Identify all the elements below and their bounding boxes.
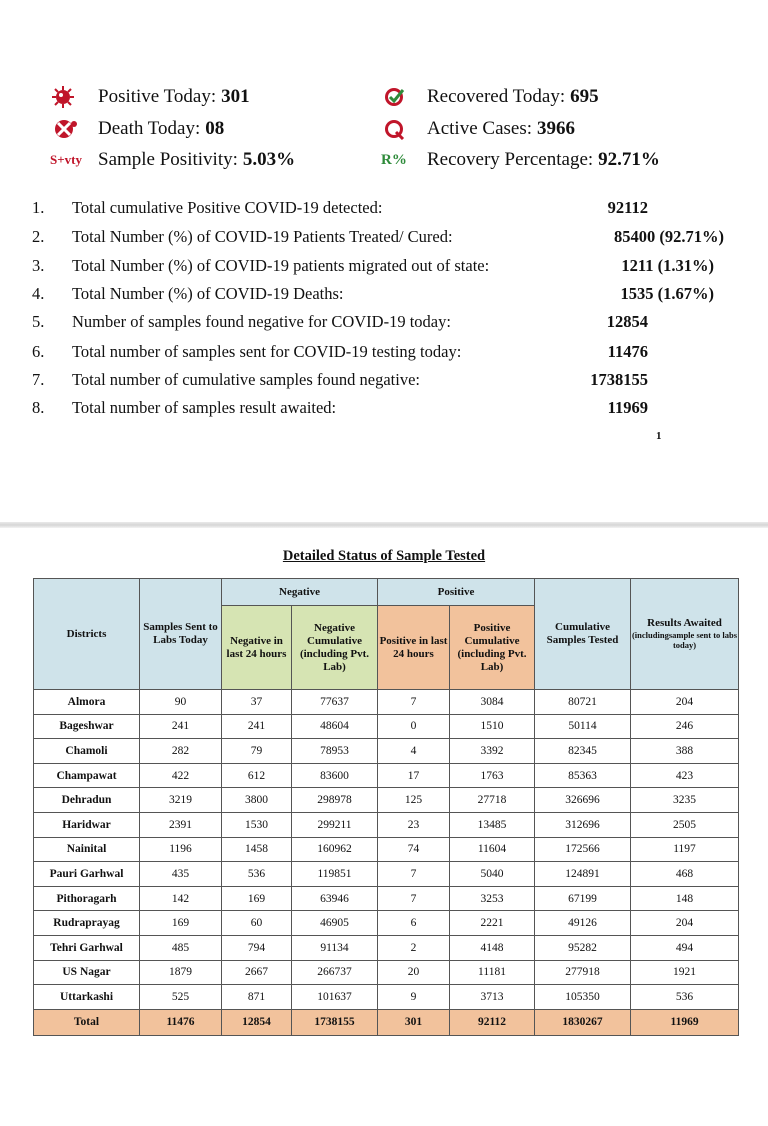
positive-today-stat	[50, 86, 250, 108]
table-row: Almora 90 37 77637 7 3084 80721 204	[34, 690, 739, 715]
active-cases-stat	[381, 118, 575, 140]
col-samples-sent: Samples Sent to Labs Today	[140, 579, 222, 690]
active-cases-label: Active Cases:	[427, 118, 533, 139]
table-row: Tehri Garhwal 485 794 91134 2 4148 95282 494	[34, 935, 739, 960]
page-number: 1	[656, 430, 662, 442]
sample-positivity-label: Sample Positivity:	[98, 149, 238, 170]
table-row: US Nagar 1879 2667 266737 20 11181 277918 1921	[34, 960, 739, 985]
recovery-percentage-stat	[381, 149, 660, 171]
recovered-today-stat	[381, 86, 599, 108]
list-item: 1. Total cumulative Positive COVID-19 detected: 92112	[32, 198, 648, 217]
recovery-percentage-label: Recovery Percentage:	[427, 149, 594, 170]
list-item: 3. Total Number (%) of COVID-19 patients migrated out of state: 1211 (1.31%)	[32, 256, 714, 275]
summary-page	[0, 0, 768, 520]
active-cases-icon	[381, 118, 415, 140]
positive-today-label: Positive Today:	[98, 86, 217, 107]
col-districts: Districts	[34, 579, 140, 690]
sample-positivity-stat	[50, 149, 295, 171]
death-today-value: 08	[205, 118, 225, 139]
table-row: Champawat 422 612 83600 17 1763 85363 423	[34, 763, 739, 788]
recovered-icon	[381, 86, 415, 108]
group-positive: Positive	[378, 579, 535, 606]
total-row: Total 11476 12854 1738155 301 92112 1830267 11969	[34, 1009, 739, 1035]
sample-status-table	[33, 578, 739, 1036]
list-item: 7. Total number of cumulative samples found negative: 1738155	[32, 370, 648, 389]
col-results-awaited: Results Awaited (includingsample sent to labs today)	[631, 579, 739, 690]
list-item: 8. Total number of samples result awaited: 11969	[32, 398, 648, 417]
group-negative: Negative	[222, 579, 378, 606]
death-today-label: Death Today:	[98, 118, 201, 139]
col-negative-24h: Negative in last 24 hours	[222, 606, 292, 690]
table-row: Dehradun 3219 3800 298978 125 27718 326696 3235	[34, 788, 739, 813]
recovery-percentage-value: 92.71%	[598, 149, 660, 170]
table-row: Nainital 1196 1458 160962 74 11604 172566 1197	[34, 837, 739, 862]
table-row: Haridwar 2391 1530 299211 23 13485 312696 2505	[34, 812, 739, 837]
table-row: Pithoragarh 142 169 63946 7 3253 67199 148	[34, 886, 739, 911]
list-item: 4. Total Number (%) of COVID-19 Deaths: 1535 (1.67%)	[32, 284, 714, 303]
recovered-today-value: 695	[570, 86, 599, 107]
col-positive-cumulative: Positive Cumulative (including Pvt. Lab)	[450, 606, 535, 690]
detail-page	[0, 528, 768, 1126]
list-item: 5. Number of samples found negative for COVID-19 today: 12854	[32, 312, 648, 331]
col-negative-cumulative: Negative Cumulative (including Pvt. Lab)	[292, 606, 378, 690]
table-title: Detailed Status of Sample Tested	[282, 548, 486, 564]
col-positive-24h: Positive in last 24 hours	[378, 606, 450, 690]
positive-today-value: 301	[221, 86, 250, 107]
virus-positive-icon	[50, 86, 84, 108]
table-row: Uttarkashi 525 871 101637 9 3713 105350 536	[34, 985, 739, 1010]
active-cases-value: 3966	[537, 118, 576, 139]
sample-positivity-icon: S+vty	[50, 152, 82, 167]
table-row: Chamoli 282 79 78953 4 3392 82345 388	[34, 739, 739, 764]
col-cumulative-tested: Cumulative Samples Tested	[535, 579, 631, 690]
virus-death-icon	[50, 118, 84, 140]
death-today-stat	[50, 118, 224, 140]
recovered-today-label: Recovered Today:	[427, 86, 566, 107]
sample-positivity-value: 5.03%	[242, 149, 296, 170]
table-row: Bageshwar 241 241 48604 0 1510 50114 246	[34, 714, 739, 739]
table-row: Rudraprayag 169 60 46905 6 2221 49126 204	[34, 911, 739, 936]
list-item: 6. Total number of samples sent for COVID-19 testing today: 11476	[32, 342, 648, 361]
list-item: 2. Total Number (%) of COVID-19 Patients Treated/ Cured: 85400 (92.71%)	[32, 227, 724, 246]
table-row: Pauri Garhwal 435 536 119851 7 5040 124891 468	[34, 862, 739, 887]
recovery-percentage-icon: R%	[381, 151, 407, 168]
